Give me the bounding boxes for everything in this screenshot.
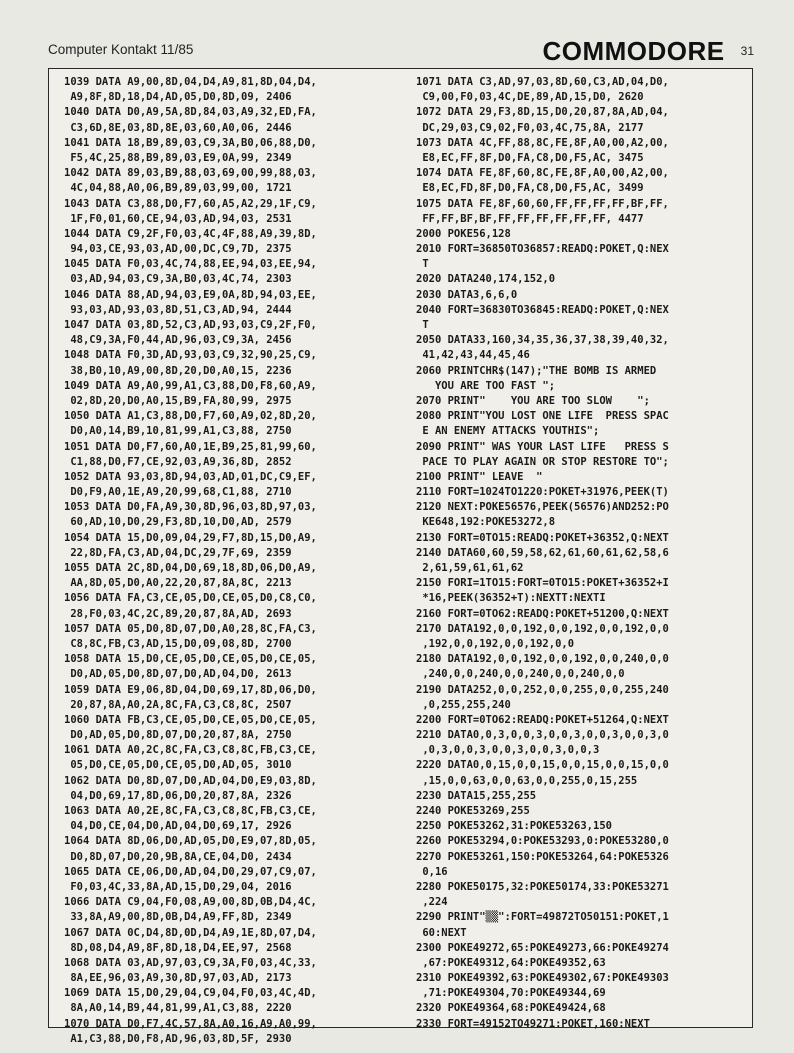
code-line: 2140 DATA60,60,59,58,62,61,60,61,62,58,6 xyxy=(416,546,669,559)
code-line: A9,8F,8D,18,D4,AD,05,D0,8D,09, 2406 xyxy=(64,91,292,104)
code-line: 1070 DATA D0,F7,4C,57,8A,A0,16,A9,A0,99, xyxy=(64,1017,317,1030)
code-line: D0,8D,07,D0,20,9B,8A,CE,04,D0, 2434 xyxy=(64,850,292,863)
code-line: 1044 DATA C9,2F,F0,03,4C,4F,88,A9,39,8D, xyxy=(64,227,317,240)
code-line: 2290 PRINT"▒▒":FORT=49872TO50151:POKET,1 xyxy=(416,911,669,924)
code-line: 2250 POKE53262,31:POKE53263,150 xyxy=(416,820,612,833)
code-line: AA,8D,05,D0,A0,22,20,87,8A,8C, 2213 xyxy=(64,577,292,590)
code-line: 2060 PRINTCHR$(147);"THE BOMB IS ARMED xyxy=(416,364,657,377)
code-line: 1064 DATA 8D,06,D0,AD,05,D0,E9,07,8D,05, xyxy=(64,835,317,848)
listing-column-left xyxy=(64,75,317,1047)
code-line: D0,AD,05,D0,8D,07,D0,20,87,8A, 2750 xyxy=(64,729,292,742)
code-line: 8A,EE,96,03,A9,30,8D,97,03,AD, 2173 xyxy=(64,972,292,985)
code-line: 1072 DATA 29,F3,8D,15,D0,20,87,8A,AD,04, xyxy=(416,106,669,119)
code-line: YOU ARE TOO FAST "; xyxy=(416,379,556,392)
code-line: PACE TO PLAY AGAIN OR STOP RESTORE TO"; xyxy=(416,455,669,468)
code-line: 2080 PRINT"YOU LOST ONE LIFE PRESS SPAC xyxy=(416,410,669,423)
code-line: 2100 PRINT" LEAVE " xyxy=(416,470,543,483)
code-line: ,71:POKE49304,70:POKE49344,69 xyxy=(416,987,606,1000)
code-line: 1054 DATA 15,D0,09,04,29,F7,8D,15,D0,A9, xyxy=(64,531,317,544)
code-line: 1067 DATA 0C,D4,8D,0D,D4,A9,1E,8D,07,D4, xyxy=(64,926,317,939)
code-line: ,192,0,0,192,0,0,192,0,0 xyxy=(416,637,575,650)
code-line: E AN ENEMY ATTACKS YOUTHIS"; xyxy=(416,425,600,438)
code-line: T xyxy=(416,258,429,271)
code-line: 33,8A,A9,00,8D,0B,D4,A9,FF,8D, 2349 xyxy=(64,911,292,924)
code-line: 93,03,AD,93,03,8D,51,C3,AD,94, 2444 xyxy=(64,303,292,316)
code-line: 60:NEXT xyxy=(416,926,467,939)
code-line: 1062 DATA D0,8D,07,D0,AD,04,D0,E9,03,8D, xyxy=(64,774,317,787)
code-line: ,15,0,0,63,0,0,63,0,0,255,0,15,255 xyxy=(416,774,638,787)
code-line: 2210 DATA0,0,3,0,0,3,0,0,3,0,0,3,0,0,3,0 xyxy=(416,729,669,742)
code-line: 04,D0,CE,04,D0,AD,04,D0,69,17, 2926 xyxy=(64,820,292,833)
code-line: 38,B0,10,A9,00,8D,20,D0,A0,15, 2236 xyxy=(64,364,292,377)
code-line: 1049 DATA A9,A0,99,A1,C3,88,D0,F8,60,A9, xyxy=(64,379,317,392)
code-line: 1073 DATA 4C,FF,88,8C,FE,8F,A0,00,A2,00, xyxy=(416,136,669,149)
code-line: 1043 DATA C3,88,D0,F7,60,A5,A2,29,1F,C9, xyxy=(64,197,317,210)
code-line: 20,87,8A,A0,2A,8C,FA,C3,C8,8C, 2507 xyxy=(64,698,292,711)
code-line: 2150 FORI=1TO15:FORT=0TO15:POKET+36352+I xyxy=(416,577,669,590)
code-line: 1047 DATA 03,8D,52,C3,AD,93,03,C9,2F,F0, xyxy=(64,319,317,331)
code-line: 1053 DATA D0,FA,A9,30,8D,96,03,8D,97,03, xyxy=(64,501,317,514)
code-line: 2240 POKE53269,255 xyxy=(416,805,530,817)
code-line: D0,F9,A0,1E,A9,20,99,68,C1,88, 2710 xyxy=(64,486,292,499)
section-heading xyxy=(542,36,754,67)
code-line: 03,AD,94,03,C9,3A,B0,03,4C,74, 2303 xyxy=(64,273,292,286)
code-line: 02,8D,20,D0,A0,15,B9,FA,80,99, 2975 xyxy=(64,394,292,407)
code-line: 2070 PRINT" YOU ARE TOO SLOW "; xyxy=(416,394,650,407)
code-line: A1,C3,88,D0,F8,AD,96,03,8D,5F, 2930 xyxy=(64,1032,292,1045)
code-line: 1065 DATA CE,06,D0,AD,04,D0,29,07,C9,07, xyxy=(64,865,317,878)
code-line: 2130 FORT=0TO15:READQ:POKET+36352,Q:NEXT xyxy=(416,531,669,544)
code-line: 1069 DATA 15,D0,29,04,C9,04,F0,03,4C,4D, xyxy=(64,987,317,1000)
listing-box xyxy=(48,68,753,1045)
code-line: 2310 POKE49392,63:POKE49302,67:POKE49303 xyxy=(416,972,669,985)
code-line: E8,EC,FF,8F,D0,FA,C8,D0,F5,AC, 3475 xyxy=(416,151,644,164)
code-line: 28,F0,03,4C,2C,89,20,87,8A,AD, 2693 xyxy=(64,607,292,620)
code-line: F5,4C,25,88,B9,89,03,E9,0A,99, 2349 xyxy=(64,151,292,164)
code-line: 2110 FORT=1024TO1220:POKET+31976,PEEK(T) xyxy=(416,486,669,499)
code-line: 2220 DATA0,0,15,0,0,15,0,0,15,0,0,15,0,0 xyxy=(416,759,669,772)
code-line: E8,EC,FD,8F,D0,FA,C8,D0,F5,AC, 3499 xyxy=(416,182,644,195)
code-line: 2010 FORT=36850TO36857:READQ:POKET,Q:NEX xyxy=(416,243,669,256)
code-line: 2040 FORT=36830TO36845:READQ:POKET,Q:NEX xyxy=(416,303,669,316)
code-line: 1056 DATA FA,C3,CE,05,D0,CE,05,D0,C8,C0, xyxy=(64,592,317,605)
code-line: 1042 DATA 89,03,B9,88,03,69,00,99,88,03, xyxy=(64,167,317,180)
code-line: 8D,08,D4,A9,8F,8D,18,D4,EE,97, 2568 xyxy=(64,941,292,954)
code-line: 60,AD,10,D0,29,F3,8D,10,D0,AD, 2579 xyxy=(64,516,292,529)
code-line: 2000 POKE56,128 xyxy=(416,227,511,240)
code-line: 48,C9,3A,F0,44,AD,96,03,C9,3A, 2456 xyxy=(64,334,292,347)
code-line: 2180 DATA192,0,0,192,0,0,192,0,0,240,0,0 xyxy=(416,653,669,666)
code-line: DC,29,03,C9,02,F0,03,4C,75,8A, 2177 xyxy=(416,121,644,134)
code-line: 1075 DATA FE,8F,60,60,FF,FF,FF,FF,BF,FF, xyxy=(416,197,669,210)
code-line: 1066 DATA C9,04,F0,08,A9,00,8D,0B,D4,4C, xyxy=(64,896,317,909)
code-line: 1040 DATA D0,A9,5A,8D,84,03,A9,32,ED,FA, xyxy=(64,106,317,119)
code-line: 1057 DATA 05,D0,8D,07,D0,A0,28,8C,FA,C3, xyxy=(64,622,317,635)
code-line: 1050 DATA A1,C3,88,D0,F7,60,A9,02,8D,20, xyxy=(64,410,317,423)
code-line: ,240,0,0,240,0,0,240,0,0,240,0,0 xyxy=(416,668,625,681)
page-header xyxy=(48,36,754,66)
page-number: 31 xyxy=(740,44,754,58)
code-line: C3,6D,8E,03,8D,8E,03,60,A0,06, 2446 xyxy=(64,121,292,134)
code-line: ,0,255,255,240 xyxy=(416,698,511,711)
code-line: 2260 POKE53294,0:POKE53293,0:POKE53280,0 xyxy=(416,835,669,848)
section-title: COMMODORE xyxy=(542,36,725,66)
code-line: 1068 DATA 03,AD,97,03,C9,3A,F0,03,4C,33, xyxy=(64,956,317,969)
code-line: 1051 DATA D0,F7,60,A0,1E,B9,25,81,99,60, xyxy=(64,440,317,453)
code-line: 2190 DATA252,0,0,252,0,0,255,0,0,255,240 xyxy=(416,683,669,696)
code-line: 2050 DATA33,160,34,35,36,37,38,39,40,32, xyxy=(416,334,669,347)
code-line: FF,FF,BF,BF,FF,FF,FF,FF,FF,FF, 4477 xyxy=(416,212,644,225)
code-line: 94,03,CE,93,03,AD,00,DC,C9,7D, 2375 xyxy=(64,243,292,256)
code-line: 1059 DATA E9,06,8D,04,D0,69,17,8D,06,D0, xyxy=(64,683,317,696)
code-line: 2280 POKE50175,32:POKE50174,33:POKE53271 xyxy=(416,880,669,893)
code-line: 1039 DATA A9,00,8D,04,D4,A9,81,8D,04,D4, xyxy=(64,76,317,88)
code-line: *16,PEEK(36352+T):NEXTT:NEXTI xyxy=(416,592,606,605)
code-line: 2320 POKE49364,68:POKE49424,68 xyxy=(416,1002,606,1015)
code-line: 05,D0,CE,05,D0,CE,05,D0,AD,05, 3010 xyxy=(64,759,292,772)
code-line: 1F,F0,01,60,CE,94,03,AD,94,03, 2531 xyxy=(64,212,292,225)
code-line: 22,8D,FA,C3,AD,04,DC,29,7F,69, 2359 xyxy=(64,546,292,559)
code-line: 2090 PRINT" WAS YOUR LAST LIFE PRESS S xyxy=(416,440,669,453)
code-line: C8,8C,FB,C3,AD,15,D0,09,08,8D, 2700 xyxy=(64,637,292,650)
code-line: 0,16 xyxy=(416,865,448,878)
code-line: 41,42,43,44,45,46 xyxy=(416,349,530,362)
code-line: 8A,A0,14,B9,44,81,99,A1,C3,88, 2220 xyxy=(64,1002,292,1015)
magazine-title: Computer Kontakt 11/85 xyxy=(48,42,194,57)
code-line: 1058 DATA 15,D0,CE,05,D0,CE,05,D0,CE,05, xyxy=(64,653,317,666)
code-line: 1063 DATA A0,2E,8C,FA,C3,C8,8C,FB,C3,CE, xyxy=(64,805,317,817)
code-line: 1046 DATA 88,AD,94,03,E9,0A,8D,94,03,EE, xyxy=(64,288,317,301)
code-line: ,0,3,0,0,3,0,0,3,0,0,3,0,0,3 xyxy=(416,744,600,757)
code-line: 04,D0,69,17,8D,06,D0,20,87,8A, 2326 xyxy=(64,789,292,802)
code-line: ,67:POKE49312,64:POKE49352,63 xyxy=(416,956,606,969)
code-line: 2120 NEXT:POKE56576,PEEK(56576)AND252:PO xyxy=(416,501,669,514)
code-line: ,224 xyxy=(416,896,448,909)
code-line: T xyxy=(416,319,429,331)
code-line: 1048 DATA F0,3D,AD,93,03,C9,32,90,25,C9, xyxy=(64,349,317,362)
code-line: 2020 DATA240,174,152,0 xyxy=(416,273,556,286)
code-line: D0,A0,14,B9,10,81,99,A1,C3,88, 2750 xyxy=(64,425,292,438)
code-line: 1071 DATA C3,AD,97,03,8D,60,C3,AD,04,D0, xyxy=(416,76,669,88)
code-line: 1045 DATA F0,03,4C,74,88,EE,94,03,EE,94, xyxy=(64,258,317,271)
code-line: 2160 FORT=0TO62:READQ:POKET+51200,Q:NEXT xyxy=(416,607,669,620)
code-line: 1074 DATA FE,8F,60,8C,FE,8F,A0,00,A2,00, xyxy=(416,167,669,180)
code-line: 2030 DATA3,6,6,0 xyxy=(416,288,518,301)
code-line: 2230 DATA15,255,255 xyxy=(416,789,537,802)
code-line: 2330 FORT=49152TO49271:POKET,160:NEXT xyxy=(416,1017,650,1030)
code-line: 1061 DATA A0,2C,8C,FA,C3,C8,8C,FB,C3,CE, xyxy=(64,744,317,757)
code-line: 2,61,59,61,61,62 xyxy=(416,562,524,574)
code-line: 1041 DATA 18,B9,89,03,C9,3A,B0,06,88,D0, xyxy=(64,136,317,149)
code-line: C9,00,F0,03,4C,DE,89,AD,15,D0, 2620 xyxy=(416,91,644,104)
code-line: 1060 DATA FB,C3,CE,05,D0,CE,05,D0,CE,05, xyxy=(64,713,317,726)
code-line: 1052 DATA 93,03,8D,94,03,AD,01,DC,C9,EF, xyxy=(64,470,317,483)
code-line: 2300 POKE49272,65:POKE49273,66:POKE49274 xyxy=(416,941,669,954)
code-line: 4C,04,88,A0,06,B9,89,03,99,00, 1721 xyxy=(64,182,292,195)
code-line: D0,AD,05,D0,8D,07,D0,AD,04,D0, 2613 xyxy=(64,668,292,681)
code-line: C1,88,D0,F7,CE,92,03,A9,36,8D, 2852 xyxy=(64,455,292,468)
code-line: 2270 POKE53261,150:POKE53264,64:POKE5326 xyxy=(416,850,669,863)
code-line: F0,03,4C,33,8A,AD,15,D0,29,04, 2016 xyxy=(64,880,292,893)
listing-column-right xyxy=(416,75,669,1032)
code-line: 1055 DATA 2C,8D,04,D0,69,18,8D,06,D0,A9, xyxy=(64,562,317,574)
code-line: 2200 FORT=0TO62:READQ:POKET+51264,Q:NEXT xyxy=(416,713,669,726)
code-line: KE648,192:POKE53272,8 xyxy=(416,516,556,529)
code-line: 2170 DATA192,0,0,192,0,0,192,0,0,192,0,0 xyxy=(416,622,669,635)
